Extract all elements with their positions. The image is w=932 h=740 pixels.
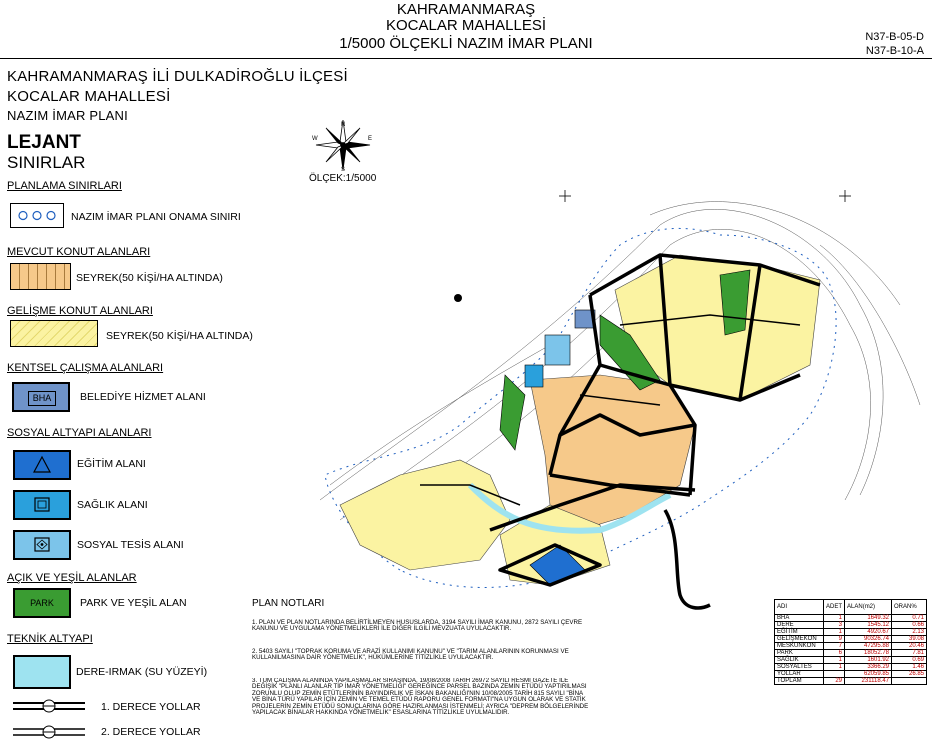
cell-ratio: 2.13 [892,629,927,636]
cell-name: EĞİTİM [775,629,824,636]
cell-count: 1 [824,615,845,622]
cell-count: 1 [824,664,845,671]
stream-swatch [13,655,71,689]
social-facility-parcel [545,335,570,365]
cell-area: 1545.12 [845,622,892,629]
table-row [775,643,927,650]
map-point-marker [454,294,462,302]
section-existing-housing: MEVCUT KONUT ALANLARI [7,246,151,258]
note-3: 3. TÜM ÇALIŞMA ALANINDA YAPILAŞMALAR SIRASINDA, 19/08/2008 TARİH 26972 SAYILI RESMİ GAZETE İLE DEĞİŞİK "PLANLI ALANLAR TİP İMAR YÖNETMELİĞİ" GEREĞİNCE PARSEL BAZINDA ZEMİN ETÜDÜ YAPTIRILMASI ZORUNLU OLUP ZEMİN ETÜTLERİNİN BAYINDIRLIK VE İSKAN BAKANLIĞI'NIN 10/08/2005 TARİH 815 SAYILI "BİNA VE BİNA TÜRÜ YAPILAR İÇİN ZEMİN VE TEMEL ETÜDÜ RAPORU GENEL FORMATI"NA UYGUN OLARAK VE STATİK PROJELERİN ZEMİN ETÜDÜ SONUÇLARINA GÖRE HAZIRLANMASI İSTENMELİ; AYRICA "DEPREM BÖLGELERİNDE YAPILACAK BİNALAR HAKKINDA YÖNETMELİK" ESASLARINA TİTİZLİKLE UYULMALIDIR. [252,678,589,717]
secondary-road-label: 2. DERECE YOLLAR [101,726,201,738]
cell-count: 9 [824,636,845,643]
legend-title: LEJANT [7,132,81,153]
park-label: PARK VE YEŞİL ALAN [80,597,187,609]
title-divider [0,58,932,59]
cell-name: BHA [775,615,824,622]
limits-title: SINIRLAR [7,153,86,172]
cell-ratio: 0.71 [892,615,927,622]
total-ratio [892,678,927,685]
area-table [774,599,927,685]
section-development-housing: GELİŞME KONUT ALANLARI [7,305,153,317]
cell-count [824,671,845,678]
table-row [775,657,927,664]
cell-ratio: 26.85 [892,671,927,678]
development-housing-swatch [10,320,98,347]
table-row [775,671,927,678]
approval-boundary-swatch [10,203,64,228]
plan-title-name: 1/5000 ÖLÇEKLİ NAZIM İMAR PLANI [339,35,593,52]
cell-area: 47295.88 [845,643,892,650]
cell-name: SAĞLIK [775,657,824,664]
area-table-header [775,600,927,615]
total-row [775,678,927,685]
total-area: 231118.47 [845,678,892,685]
legend-header-district: KOCALAR MAHALLESİ [7,88,171,105]
development-housing-label: SEYREK(50 KİŞİ/HA ALTINDA) [106,330,253,342]
cell-count: 7 [824,643,845,650]
social-facility-swatch [13,530,71,560]
table-row [775,650,927,657]
cell-area: 4920.67 [845,629,892,636]
compass-s: S [341,167,346,172]
cell-area: 1601.92 [845,657,892,664]
cell-name: SOSYALTES [775,664,824,671]
park-code: PARK [30,598,54,608]
boundary-circles-icon [11,204,63,227]
square-icon [15,492,69,518]
table-row [775,636,927,643]
bha-code: BHA [28,391,56,406]
cell-area: 3366.29 [845,664,892,671]
table-row [775,615,927,622]
park-area-3 [500,375,525,450]
section-planning-limits: PLANLAMA SINIRLARI [7,180,122,192]
cell-name: MESKUNKON [775,643,824,650]
compass-n: N [341,122,346,128]
municipal-service-label: BELEDİYE HİZMET ALANI [80,391,206,403]
cell-count: 6 [824,650,845,657]
cell-name: DERE [775,622,824,629]
primary-road-label: 1. DERECE YOLLAR [101,701,201,713]
education-swatch [13,450,71,480]
cell-name: GELİŞMEKON [775,636,824,643]
cell-ratio: 20.46 [892,643,927,650]
cell-name: YOLLAR [775,671,824,678]
col-ratio-header: ORAN% [892,600,927,615]
cell-area: 18052.78 [845,650,892,657]
table-row [775,622,927,629]
grid-crosses [300,190,851,202]
triangle-icon [15,452,69,478]
health-label: SAĞLIK ALANI [77,499,148,511]
cell-ratio: 7.81 [892,650,927,657]
plan-map [300,185,932,615]
compass-e: E [368,136,373,142]
secondary-road-symbol [13,724,85,740]
legend-header-province: KAHRAMANMARAŞ İLİ DULKADİROĞLU İLÇESİ [7,68,348,85]
cell-area: 1649.32 [845,615,892,622]
approval-boundary-label: NAZIM İMAR PLANI ONAMA SINIRI [71,211,241,223]
stream-label: DERE-IRMAK (SU YÜZEYİ) [76,666,208,678]
cell-ratio: 0.69 [892,657,927,664]
development-housing-area-west [340,460,510,570]
sheet-code-2: N37-B-10-A [865,45,924,57]
notes-title: PLAN NOTLARI [252,598,325,609]
cell-name: PARK [775,650,824,657]
table-row [775,664,927,671]
col-count-header: ADET [824,600,845,615]
total-count: 29 [824,678,845,685]
total-name: TOPLAM [775,678,824,685]
park-swatch [13,588,71,618]
section-open-green: AÇIK VE YEŞİL ALANLAR [7,572,137,584]
park-area-2 [720,270,750,335]
cell-area: 90326.74 [845,636,892,643]
cell-ratio: 39.08 [892,636,927,643]
note-1: 1. PLAN VE PLAN NOTLARINDA BELİRTİLMEYEN HUSUSLARDA, 3194 SAYILI İMAR KANUNU, 2872 SAYILI ÇEVRE KANUNU VE UYGULAMA YÖNETMELİKLERİ İLE DİĞER İLGİLİ MEVZUATA UYULACAKTIR. [252,619,583,633]
col-area-header: ALAN(m2) [845,600,892,615]
education-label: EĞİTİM ALANI [77,458,146,470]
cell-count: 3 [824,622,845,629]
section-technical-infra: TEKNİK ALTYAPI [7,633,93,645]
section-social-infra: SOSYAL ALTYAPI ALANLARI [7,427,152,439]
cell-count: 1 [824,657,845,664]
compass-icon [312,118,374,172]
note-2: 2. 5403 SAYILI "TOPRAK KORUMA VE ARAZİ KULLANIMI KANUNU" VE "TARIM ALANLARININ KORUNMASI VE KULLANILMASINA DAİR YÖNETMELİK", HÜKÜMLERİNE TİTİZLİKLE UYULACAKTIR. [252,648,569,662]
diamond-icon [15,532,69,558]
cell-count: 1 [824,629,845,636]
social-facility-label: SOSYAL TESİS ALANI [77,539,184,551]
plan-title-city: KAHRAMANMARAŞ [396,1,536,18]
existing-housing-swatch [10,263,71,290]
existing-housing-label: SEYREK(50 KİŞİ/HA ALTINDA) [76,272,223,284]
cell-ratio: 1.46 [892,664,927,671]
primary-road-symbol [13,698,85,714]
scale-label: ÖLÇEK:1/5000 [309,173,377,184]
table-row [775,629,927,636]
section-urban-work: KENTSEL ÇALIŞMA ALANLARI [7,362,164,374]
legend-header-plan: NAZIM İMAR PLANI [7,108,128,123]
col-name-header: ADI [775,600,824,615]
cell-area: 62059.85 [845,671,892,678]
municipal-service-swatch [12,382,70,412]
health-parcel [525,365,543,387]
cell-ratio: 0.66 [892,622,927,629]
health-swatch [13,490,71,520]
compass-w: W [312,136,318,142]
sheet-code-1: N37-B-05-D [865,31,924,43]
plan-title-district: KOCALAR MAHALLESİ [385,17,547,34]
